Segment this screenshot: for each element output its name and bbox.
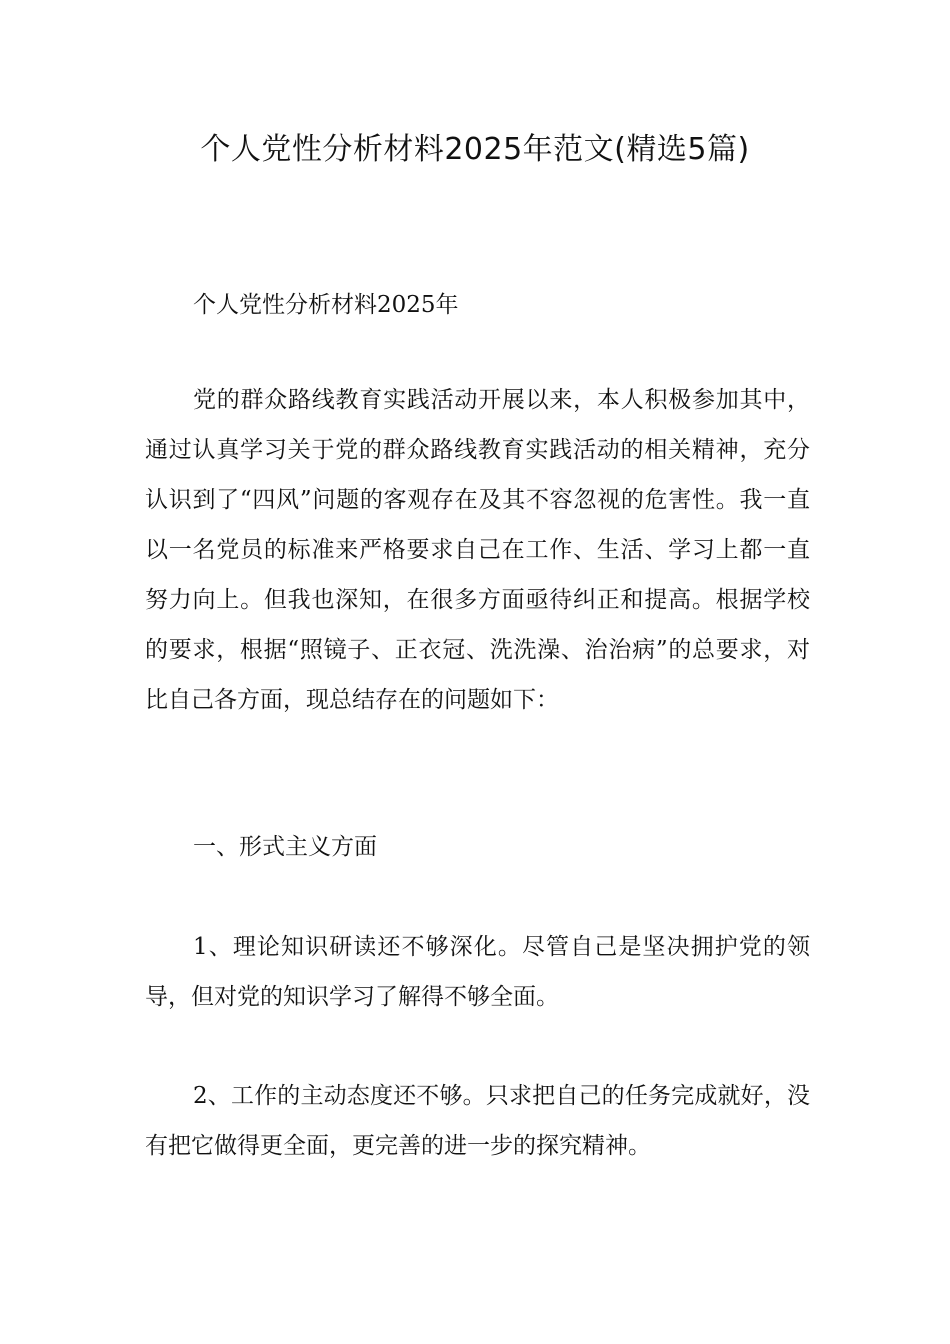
document-title: 个人党性分析材料2025年范文(精选5篇): [200, 132, 750, 167]
intro-paragraph: 党的群众路线教育实践活动开展以来，本人积极参加其中，通过认真学习关于党的群众路线教育实践活动的相关精神，充分认识到了“四风”问题的客观存在及其不容忽视的危害性。我一直以一名党员的标准来严格要求自己在工作、生活、学习上都一直努力向上。但我也深知，在很多方面亟待纠正和提高。根据学校的要求，根据“照镜子、正衣冠、洗洗澡、治治病”的总要求，对比自己各方面，现总结存在的问题如下：: [145, 387, 810, 713]
list-item-2: 2、工作的主动态度还不够。只求把自己的任务完成就好，没有把它做得更全面，更完善的进一步的探究精神。: [145, 1083, 810, 1159]
list-item-1: 1、理论知识研读还不够深化。尽管自己是坚决拥护党的领导，但对党的知识学习了解得不够全面。: [145, 934, 810, 1010]
document-subheading: 个人党性分析材料2025年: [193, 292, 459, 318]
section-heading-formalism: 一、形式主义方面: [193, 834, 377, 860]
